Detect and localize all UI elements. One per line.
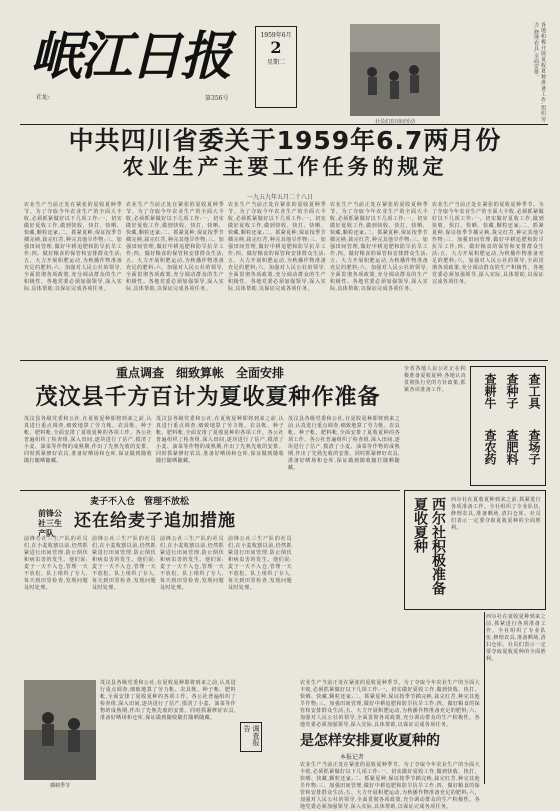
check-item-1: 查工具	[527, 373, 541, 409]
side-box-text: 西尔社在夏收夏种到来之前,抓紧进行各项准备工作。全社组织了专业队伍,修理农具,准备晒场,清扫仓库。社员们表示一定要夺取夏收夏种的全面胜利。	[451, 497, 541, 531]
bottom-text-1: 茂汶县各级党委和公社,在夏收夏种即将到来之前,认真进行重点调查,细致地算了劳力帐、农具帐、种子帐、肥料帐,全面安排了夏收夏种的各项工作。各公社普遍组织了检查组,深入田间,逐块进行了估产,摸清了小麦、油菜等作物的成熟期,作出了先熟先收的安排。同时抓紧修好农具,准备好晒场和仓库,保证做到随收随打随晒随藏。	[100, 680, 236, 721]
bottom-title: 是怎样安排夏收夏种的	[300, 733, 440, 749]
bottom-right-divider	[484, 612, 485, 784]
date-box-notes	[259, 70, 293, 100]
feature-divider	[20, 490, 400, 491]
sub-text-3: 前锋公社三生产队的社员们,在小麦收割以前,仍然抓紧进行田间管理,防止倒伏和病虫害的发生。他们说:麦子一天不入仓,管理一天不放松。队上组织了专人,每天到田里检查,发现问题及时处理。	[160, 536, 224, 591]
bottom-kicker: 调查报告	[243, 725, 260, 746]
sub-unit: 前锋公社三生产队	[38, 508, 62, 538]
field-workers-image	[350, 24, 440, 116]
main-article-col-1: 农业生产当前正处在紧张的夏收夏种季节。为了夺取今年农业生产的全面大丰收,必须抓紧做好以下几项工作:一、切实做好夏收工作,做到快收、快打、快晒、快藏,颗粒还家;二、抓紧夏种,保证按季节插完秧,栽完红苕,种完其他旱作物;三、加强田间管理,做好中耕追肥和防旱抗旱工作;四、做好粮食的保管和安排群众生活;五、大力开展积肥运动,为秋播作物准备充足的肥料;六、加强对人民公社的领导,全面贯彻各项政策,充分调动群众的生产积极性。各地党委必须加强领导,深入实际,具体帮助,以保证完成各项任务。	[24, 202, 122, 292]
issue-number: 第356号	[205, 95, 229, 102]
sub-text-1: 前锋公社三生产队的社员们,在小麦收割以前,仍然抓紧进行田间管理,防止倒伏和病虫害的发生。他们说:麦子一天不入仓,管理一天不放松。队上组织了专人,每天到田里检查,发现问题及时处理。	[24, 536, 88, 591]
section-divider	[20, 360, 548, 361]
masthead-notes	[300, 30, 348, 110]
bottom-photo-caption: 插秧季节	[49, 783, 70, 789]
check-item-5: 查耕牛	[483, 373, 497, 409]
bottom-text-3: 农业生产当前正处在紧张的夏收夏种季节。为了夺取今年农业生产的全面大丰收,必须抓紧做好以下几项工作:一、切实做好夏收工作,做到快收、快打、快晒、快藏,颗粒还家;二、抓紧夏种,保证按季节插完秧,栽完红苕,种完其他旱作物;三、加强田间管理,做好中耕追肥和防旱抗旱工作;四、做好粮食的保管和安排群众生活;五、大力开展积肥运动,为秋播作物准备充足的肥料;六、加强对人民公社的领导,全面贯彻各项政策,充分调动群众的生产积极性。各地党委必须加强领导,深入实际,具体帮助,以保证完成各项任务。	[300, 762, 480, 810]
main-article-col-4: 农业生产当前正处在紧张的夏收夏种季节。为了夺取今年农业生产的全面大丰收,必须抓紧做好以下几项工作:一、切实做好夏收工作,做到快收、快打、快晒、快藏,颗粒还家;二、抓紧夏种,保证按季节插完秧,栽完红苕,种完其他旱作物;三、加强田间管理,做好中耕追肥和防旱抗旱工作;四、做好粮食的保管和安排群众生活;五、大力开展积肥运动,为秋播作物准备充足的肥料;六、加强对人民公社的领导,全面贯彻各项政策,充分调动群众的生产积极性。各地党委必须加强领导,深入实际,具体帮助,以保证完成各项任务。	[330, 202, 428, 292]
headline-line1: 中共四川省委关于1959年6.7两月份	[68, 126, 502, 155]
sub-text-4: 前锋公社三生产队的社员们,在小麦收割以前,仍然抓紧进行田间管理,防止倒伏和病虫害的发生。他们说:麦子一天不入仓,管理一天不放松。队上组织了专人,每天到田里检查,发现问题及时处理。	[228, 536, 292, 591]
side-box	[404, 490, 546, 610]
sub-kicker: 麦子不入仓 管理不放松	[90, 497, 190, 507]
feature-text-2: 茂汶县各级党委和公社,在夏收夏种即将到来之前,认真进行重点调查,细致地算了劳力帐、农具帐、种子帐、肥料帐,全面安排了夏收夏种的各项工作。各公社普遍组织了检查组,深入田间,逐块进行了估产,摸清了小麦、油菜等作物的成熟期,作出了先熟先收的安排。同时抓紧修好农具,准备好晒场和仓库,保证做到随收随打随晒随藏。	[156, 416, 284, 464]
check-item-3: 查种子	[505, 373, 519, 409]
date-month: 1959年6月	[260, 32, 292, 39]
date-box	[255, 26, 297, 108]
weekday: 星期二	[266, 59, 285, 66]
headline-line2: 农业生产主要工作任务的规定	[122, 155, 448, 179]
sub-title: 还在给麦子追加措施	[74, 511, 236, 531]
bottom-text-4: 西尔社在夏收夏种到来之前,抓紧进行各项准备工作。全社组织了专业队伍,修理农具,准备晒场,清扫仓库。社员们表示一定要夺取夏收夏种的全面胜利。	[486, 614, 546, 662]
office-label: 社址:	[36, 94, 51, 101]
top-photo-caption: 社员们在田间劳动	[374, 119, 415, 125]
headline-date: 一九五九年五月二十八日	[246, 194, 313, 201]
right-column-text: 全省各地人民公社正在积极准备夏收夏种,各地认真贯彻执行党的方针政策,抓紧各项准备工作。	[404, 366, 466, 393]
check-item-4: 查肥料	[505, 429, 519, 465]
feature-title: 茂汶县千方百计为夏收夏种作准备	[35, 385, 381, 410]
rice-planting-image	[24, 680, 96, 780]
masthead-title: 岷江日报	[30, 26, 231, 87]
main-article-col-2: 农业生产当前正处在紧张的夏收夏种季节。为了夺取今年农业生产的全面大丰收,必须抓紧做好以下几项工作:一、切实做好夏收工作,做到快收、快打、快晒、快藏,颗粒还家;二、抓紧夏种,保证按季节插完秧,栽完红苕,种完其他旱作物;三、加强田间管理,做好中耕追肥和防旱抗旱工作;四、做好粮食的保管和安排群众生活;五、大力开展积肥运动,为秋播作物准备充足的肥料;六、加强对人民公社的领导,全面贯彻各项政策,充分调动群众的生产积极性。各地党委必须加强领导,深入实际,具体帮助,以保证完成各项任务。	[126, 202, 224, 292]
side-box-title: 西尔社积极准备夏收夏种	[412, 497, 446, 595]
top-photo	[350, 24, 440, 116]
top-right-strip: 各地积极开展夏收夏种准备工作,组织劳力,修理农具,全面安排。	[533, 22, 546, 122]
feature-text-1: 茂汶县各级党委和公社,在夏收夏种即将到来之前,认真进行重点调查,细致地算了劳力帐、农具帐、种子帐、肥料帐,全面安排了夏收夏种的各项工作。各公社普遍组织了检查组,深入田间,逐块进行了估产,摸清了小麦、油菜等作物的成熟期,作出了先熟先收的安排。同时抓紧修好农具,准备好晒场和仓库,保证做到随收随打随晒随藏。	[24, 416, 152, 464]
masthead-divider	[20, 124, 548, 125]
bottom-kicker-box	[240, 722, 262, 752]
bottom-photo	[24, 680, 96, 780]
feature-text-3: 茂汶县各级党委和公社,在夏收夏种即将到来之前,认真进行重点调查,细致地算了劳力帐、农具帐、种子帐、肥料帐,全面安排了夏收夏种的各项工作。各公社普遍组织了检查组,深入田间,逐块进行了估产,摸清了小麦、油菜等作物的成熟期,作出了先熟先收的安排。同时抓紧修好农具,准备好晒场和仓库,保证做到随收随打随晒随藏。	[288, 416, 400, 471]
checks-box	[470, 366, 546, 486]
check-item-6: 查农药	[483, 429, 497, 465]
feature-kicker: 重点调查 细致算帐 全面安排	[115, 366, 284, 380]
sub-text-2: 前锋公社三生产队的社员们,在小麦收割以前,仍然抓紧进行田间管理,防止倒伏和病虫害的发生。他们说:麦子一天不入仓,管理一天不放松。队上组织了专人,每天到田里检查,发现问题及时处理。	[92, 536, 156, 591]
date-day: 2	[270, 38, 282, 57]
main-article-col-3: 农业生产当前正处在紧张的夏收夏种季节。为了夺取今年农业生产的全面大丰收,必须抓紧做好以下几项工作:一、切实做好夏收工作,做到快收、快打、快晒、快藏,颗粒还家;二、抓紧夏种,保证按季节插完秧,栽完红苕,种完其他旱作物;三、加强田间管理,做好中耕追肥和防旱抗旱工作;四、做好粮食的保管和安排群众生活;五、大力开展积肥运动,为秋播作物准备充足的肥料;六、加强对人民公社的领导,全面贯彻各项政策,充分调动群众的生产积极性。各地党委必须加强领导,深入实际,具体帮助,以保证完成各项任务。	[228, 202, 326, 292]
main-article-col-5: 农业生产当前正处在紧张的夏收夏种季节。为了夺取今年农业生产的全面大丰收,必须抓紧做好以下几项工作:一、切实做好夏收工作,做到快收、快打、快晒、快藏,颗粒还家;二、抓紧夏种,保证按季节插完秧,栽完红苕,种完其他旱作物;三、加强田间管理,做好中耕追肥和防旱抗旱工作;四、做好粮食的保管和安排群众生活;五、大力开展积肥运动,为秋播作物准备充足的肥料;六、加强对人民公社的领导,全面贯彻各项政策,充分调动群众的生产积极性。各地党委必须加强领导,深入实际,具体帮助,以保证完成各项任务。	[432, 202, 544, 285]
check-item-2: 查场子	[527, 429, 541, 465]
bottom-text-2: 农业生产当前正处在紧张的夏收夏种季节。为了夺取今年农业生产的全面大丰收,必须抓紧做好以下几项工作:一、切实做好夏收工作,做到快收、快打、快晒、快藏,颗粒还家;二、抓紧夏种,保证按季节插完秧,栽完红苕,种完其他旱作物;三、加强田间管理,做好中耕追肥和防旱抗旱工作;四、做好粮食的保管和安排群众生活;五、大力开展积肥运动,为秋播作物准备充足的肥料;六、加强对人民公社的领导,全面贯彻各项政策,充分调动群众的生产积极性。各地党委必须加强领导,深入实际,具体帮助,以保证完成各项任务。	[300, 680, 480, 728]
bottom-author: 本报记者	[340, 754, 365, 761]
